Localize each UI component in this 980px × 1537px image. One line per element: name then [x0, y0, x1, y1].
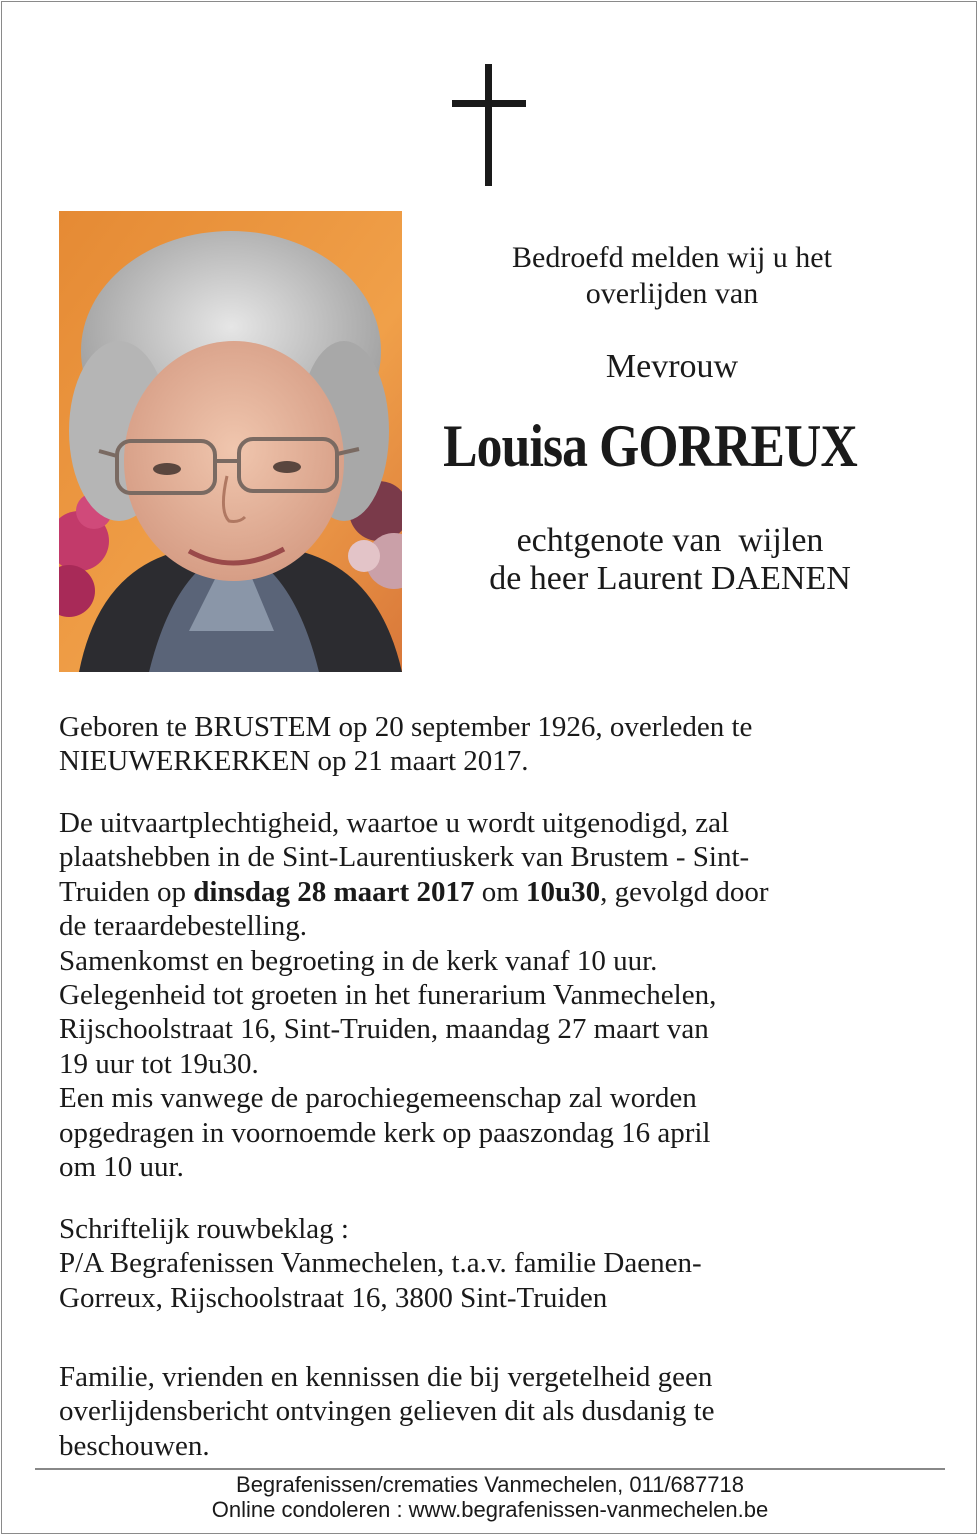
ceremony-line-4: de teraardebestelling. [59, 910, 307, 943]
condolence-line-3: Gorreux, Rijschoolstraat 16, 3800 Sint-Truiden [59, 1281, 608, 1314]
family-line-2: overlijdensbericht ontvingen gelieven dit als dusdanig te [59, 1395, 715, 1428]
spouse-line-2: de heer Laurent DAENEN [489, 560, 851, 597]
announcement-intro [442, 240, 902, 312]
ceremony-line-9: Een mis vanwege de parochiegemeenschap zal worden [59, 1082, 697, 1115]
salutation: Mevrouw [605, 348, 739, 385]
condolence-line-2: P/A Begrafenissen Vanmechelen, t.a.v. familie Daenen- [59, 1247, 702, 1280]
ceremony-paragraph [59, 806, 939, 1184]
footer-online-condolence: Online condoleren : www.begrafenissen-vanmechelen.be [211, 1497, 769, 1522]
ceremony-line-10: opgedragen in voornoemde kerk op paaszondag 16 april [59, 1116, 711, 1149]
spouse-line-1: echtgenote van wijlen [516, 522, 824, 559]
ceremony-line-3-pre: Truiden op [59, 875, 194, 908]
condolence-line-1: Schriftelijk rouwbeklag : [59, 1213, 349, 1245]
born-line-2: NIEUWERKERKEN op 21 maart 2017. [59, 745, 529, 778]
footer-company: Begrafenissen/crematies Vanmechelen, 011/687718 [236, 1472, 744, 1497]
ceremony-line-3 [59, 875, 939, 909]
birth-death-paragraph [59, 710, 939, 779]
ceremony-line-3-post: , gevolgd door [600, 875, 769, 908]
family-line-3: beschouwen. [59, 1429, 210, 1462]
cross-icon [452, 64, 526, 186]
condolence-address-paragraph [59, 1212, 939, 1315]
deceased-name: Louisa GORREUX [443, 413, 857, 479]
family-line-1: Familie, vrienden en kennissen die bij vergetelheid geen [59, 1361, 713, 1393]
ceremony-line-11: om 10 uur. [59, 1151, 184, 1184]
ceremony-line-7: Rijschoolstraat 16, Sint-Truiden, maandag 27 maart van [59, 1013, 709, 1046]
family-note-paragraph [59, 1360, 939, 1463]
portrait-photo [59, 211, 402, 672]
intro-line-1: Bedroefd melden wij u het [512, 241, 832, 274]
ceremony-line-6: Gelegenheid tot groeten in het funerarium Vanmechelen, [59, 979, 717, 1012]
born-line-1: Geboren te BRUSTEM op 20 september 1926, overleden te [59, 711, 753, 743]
ceremony-date: dinsdag 28 maart 2017 [193, 875, 475, 908]
ceremony-line-8: 19 uur tot 19u30. [59, 1047, 259, 1080]
ceremony-line-2: plaatshebben in de Sint-Laurentiuskerk van Brustem - Sint- [59, 841, 750, 874]
ceremony-line-5: Samenkomst en begroeting in de kerk vanaf 10 uur. [59, 944, 658, 977]
ceremony-time: 10u30 [526, 875, 601, 908]
spouse-info [430, 522, 910, 598]
footer-divider [35, 1468, 945, 1470]
ceremony-line-3-mid: om [474, 875, 527, 908]
ceremony-line-1: De uitvaartplechtigheid, waartoe u wordt uitgenodigd, zal [59, 807, 730, 839]
intro-line-2: overlijden van [585, 277, 759, 310]
